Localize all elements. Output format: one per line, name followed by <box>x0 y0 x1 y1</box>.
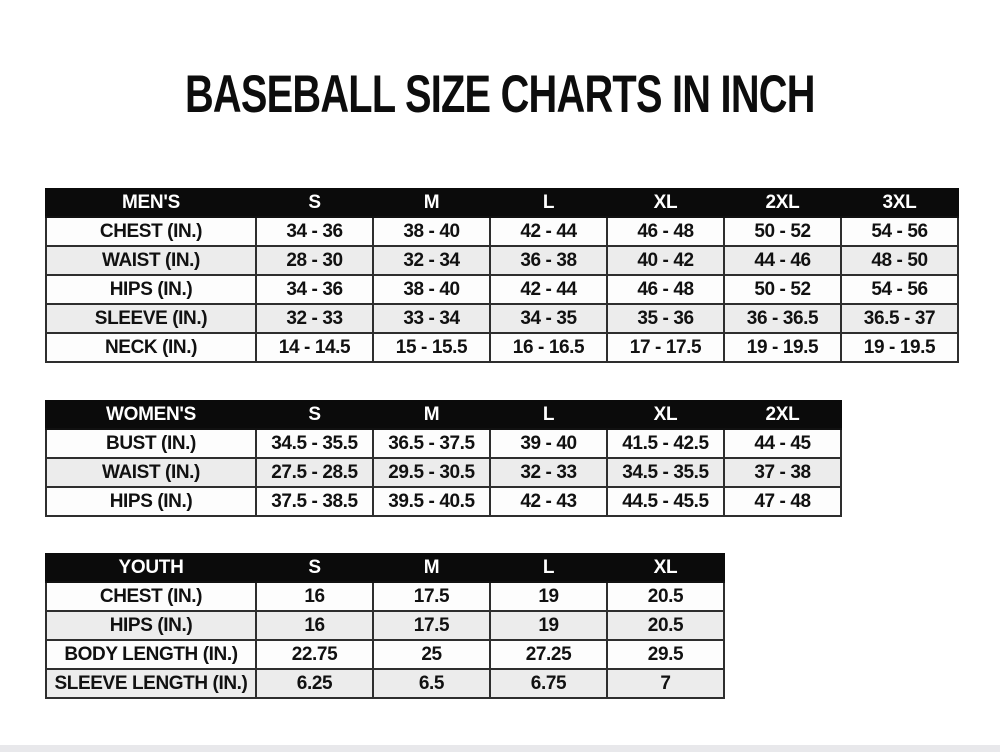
size-value: 42 - 44 <box>490 275 607 304</box>
measurement-label: WAIST (IN.) <box>46 458 256 487</box>
size-value: 17 - 17.5 <box>607 333 724 362</box>
measurement-label: CHEST (IN.) <box>46 217 256 246</box>
size-value: 29.5 - 30.5 <box>373 458 490 487</box>
size-header-cell: XL <box>607 401 724 429</box>
size-header-cell: M <box>373 554 490 582</box>
measurement-label: CHEST (IN.) <box>46 582 256 611</box>
size-value: 47 - 48 <box>724 487 841 516</box>
size-value: 37.5 - 38.5 <box>256 487 373 516</box>
size-value: 54 - 56 <box>841 217 958 246</box>
header-row <box>46 401 841 429</box>
size-value: 16 <box>256 611 373 640</box>
size-value: 36.5 - 37.5 <box>373 429 490 458</box>
measurement-label: BODY LENGTH (IN.) <box>46 640 256 669</box>
size-value: 28 - 30 <box>256 246 373 275</box>
size-value: 14 - 14.5 <box>256 333 373 362</box>
size-header-cell: M <box>373 401 490 429</box>
table-row <box>46 669 724 698</box>
size-value: 34.5 - 35.5 <box>256 429 373 458</box>
size-value: 19 - 19.5 <box>724 333 841 362</box>
size-value: 33 - 34 <box>373 304 490 333</box>
size-header-cell: L <box>490 189 607 217</box>
size-value: 19 <box>490 582 607 611</box>
table-row <box>46 487 841 516</box>
womens-table <box>45 400 842 517</box>
size-value: 36 - 38 <box>490 246 607 275</box>
size-header-cell: M <box>373 189 490 217</box>
group-header-cell: MEN'S <box>46 189 256 217</box>
measurement-label: HIPS (IN.) <box>46 611 256 640</box>
size-value: 16 - 16.5 <box>490 333 607 362</box>
size-value: 19 - 19.5 <box>841 333 958 362</box>
measurement-label: NECK (IN.) <box>46 333 256 362</box>
size-value: 36.5 - 37 <box>841 304 958 333</box>
table-row <box>46 458 841 487</box>
table-row <box>46 640 724 669</box>
size-value: 6.25 <box>256 669 373 698</box>
size-value: 32 - 33 <box>490 458 607 487</box>
table-row <box>46 611 724 640</box>
size-header-cell: S <box>256 401 373 429</box>
size-value: 7 <box>607 669 724 698</box>
womens-size-table <box>45 400 842 517</box>
size-value: 37 - 38 <box>724 458 841 487</box>
measurement-label: SLEEVE (IN.) <box>46 304 256 333</box>
table-row <box>46 304 958 333</box>
size-value: 48 - 50 <box>841 246 958 275</box>
size-value: 34.5 - 35.5 <box>607 458 724 487</box>
group-header-cell: YOUTH <box>46 554 256 582</box>
mens-table <box>45 188 959 363</box>
size-value: 17.5 <box>373 582 490 611</box>
table-row <box>46 429 841 458</box>
size-value: 32 - 33 <box>256 304 373 333</box>
size-value: 39 - 40 <box>490 429 607 458</box>
size-value: 22.75 <box>256 640 373 669</box>
size-value: 20.5 <box>607 611 724 640</box>
size-value: 42 - 44 <box>490 217 607 246</box>
size-header-cell: S <box>256 554 373 582</box>
measurement-label: WAIST (IN.) <box>46 246 256 275</box>
table-row <box>46 333 958 362</box>
size-header-cell: L <box>490 554 607 582</box>
size-value: 32 - 34 <box>373 246 490 275</box>
table-row <box>46 246 958 275</box>
size-header-cell: XL <box>607 554 724 582</box>
youth-table <box>45 553 725 699</box>
size-header-cell: 2XL <box>724 401 841 429</box>
table-row <box>46 275 958 304</box>
size-value: 6.5 <box>373 669 490 698</box>
size-value: 27.5 - 28.5 <box>256 458 373 487</box>
size-value: 19 <box>490 611 607 640</box>
table-row <box>46 582 724 611</box>
size-value: 46 - 48 <box>607 217 724 246</box>
size-value: 34 - 36 <box>256 217 373 246</box>
size-value: 50 - 52 <box>724 275 841 304</box>
size-value: 54 - 56 <box>841 275 958 304</box>
size-value: 35 - 36 <box>607 304 724 333</box>
size-value: 40 - 42 <box>607 246 724 275</box>
size-value: 6.75 <box>490 669 607 698</box>
measurement-label: HIPS (IN.) <box>46 487 256 516</box>
size-header-cell: L <box>490 401 607 429</box>
size-value: 42 - 43 <box>490 487 607 516</box>
page-title <box>0 64 1000 125</box>
size-value: 15 - 15.5 <box>373 333 490 362</box>
page-title-text: BASEBALL SIZE CHARTS IN INCH <box>185 65 815 124</box>
size-value: 20.5 <box>607 582 724 611</box>
size-value: 25 <box>373 640 490 669</box>
size-value: 44 - 46 <box>724 246 841 275</box>
header-row <box>46 554 724 582</box>
size-header-cell: 2XL <box>724 189 841 217</box>
youth-size-table <box>45 553 725 699</box>
size-value: 17.5 <box>373 611 490 640</box>
measurement-label: HIPS (IN.) <box>46 275 256 304</box>
size-value: 38 - 40 <box>373 217 490 246</box>
size-value: 27.25 <box>490 640 607 669</box>
measurement-label: SLEEVE LENGTH (IN.) <box>46 669 256 698</box>
size-value: 46 - 48 <box>607 275 724 304</box>
size-value: 34 - 36 <box>256 275 373 304</box>
mens-size-table <box>45 188 959 363</box>
page-bottom-edge <box>0 745 1000 752</box>
size-header-cell: S <box>256 189 373 217</box>
size-value: 16 <box>256 582 373 611</box>
size-header-cell: 3XL <box>841 189 958 217</box>
size-value: 39.5 - 40.5 <box>373 487 490 516</box>
size-value: 50 - 52 <box>724 217 841 246</box>
group-header-cell: WOMEN'S <box>46 401 256 429</box>
measurement-label: BUST (IN.) <box>46 429 256 458</box>
size-value: 44 - 45 <box>724 429 841 458</box>
size-value: 36 - 36.5 <box>724 304 841 333</box>
size-header-cell: XL <box>607 189 724 217</box>
size-value: 41.5 - 42.5 <box>607 429 724 458</box>
table-row <box>46 217 958 246</box>
size-value: 34 - 35 <box>490 304 607 333</box>
size-value: 38 - 40 <box>373 275 490 304</box>
header-row <box>46 189 958 217</box>
size-value: 44.5 - 45.5 <box>607 487 724 516</box>
size-value: 29.5 <box>607 640 724 669</box>
